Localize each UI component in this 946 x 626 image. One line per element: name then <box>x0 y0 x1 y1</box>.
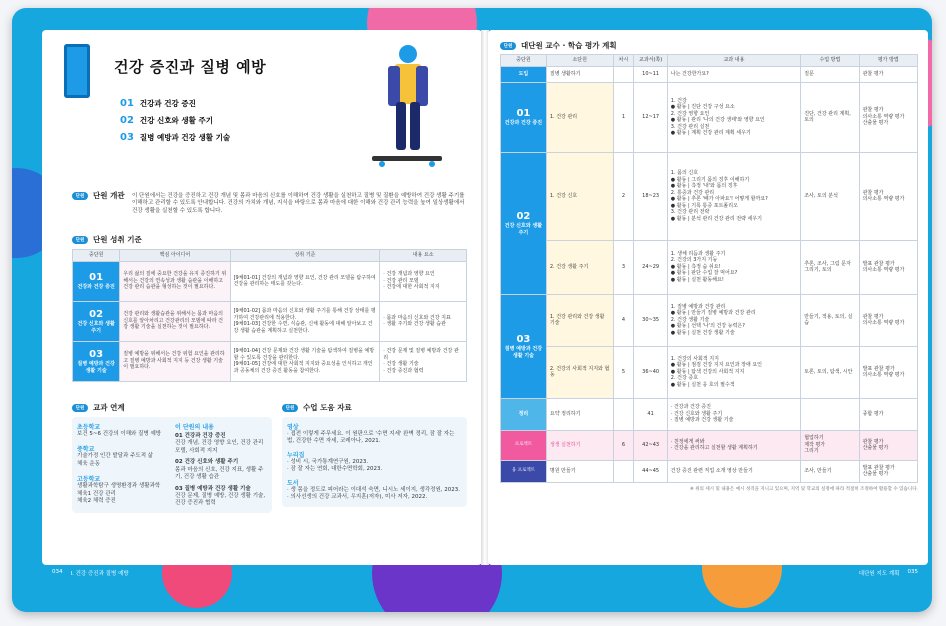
col-header: 교과서(쪽) <box>634 55 667 67</box>
content-cell: 건강 증진 관련 직업 소개 영상 만들기 <box>667 460 800 482</box>
period-cell: 3 <box>613 240 634 294</box>
col-header: 중단원 <box>73 250 120 262</box>
table-row <box>501 66 918 82</box>
overview-text: 이 단원에서는 건강을 증진하고 건강 개념 및 몸과 마음의 신호를 이해하여 건강 생활을 실천하고 질병 및 질환을 예방하여 건강 생활 주기를 이해하고 관리할 수 있도록 안내합니다. 건강의 가치와 개념, 지식을 바탕으로 몸과 마음에 대한 이해와 건강 관리 능력을 높여 일상생활에서 건강 생활을 실천할 수 있도록 합니다. <box>132 193 465 214</box>
table-row <box>501 82 918 152</box>
idea-cell: 질병 예방을 위해서는 건강 위험 요인을 관리하고 질병 예방과 사회적 지지 등 건강 생활 기술이 필요하다. <box>120 341 230 381</box>
pages-cell: 30~35 <box>634 294 667 346</box>
unit-item-head: 01 건강과 건강 증진 <box>175 433 226 439</box>
unit-cell: 01 건강과 건강 증진 <box>501 82 547 152</box>
standards-pill: 단원 <box>72 236 88 244</box>
plan-title: 대단원 교수 · 학습 평가 계획 <box>521 41 617 50</box>
left-footer <box>52 569 129 577</box>
idea-cell: 건강 관리와 생활습관을 위해서는 몸과 마음의 신호를 알아차리고 건강관리의 모델에 따라 건강 생활 기술을 실천하는 것이 필요하다. <box>120 301 230 341</box>
standard-cell: [9체01-04] 건강 문제와 건강 생활 기술을 탐색하여 질병을 예방할 수 있도록 건강을 관리한다. [9체01-05] 건강에 대한 사회적 지지와 중요성을 인식하고 개인과 공동체의 건강 증진 활동을 참여한다. <box>230 341 380 381</box>
pages-cell: 24~29 <box>634 240 667 294</box>
pages-cell: 36~40 <box>634 346 667 398</box>
table-row <box>501 346 918 398</box>
content-cell: 1. 건강의 사회적 지지 ● 활동 | 점검 건강 지지 요인과 장애 요인 ● 활동 | 탐색 건강의 사회적 지지 2. 건강 증호 ● 활동 | 실천 응 호의 필수적 <box>667 346 800 398</box>
pages-cell: 44~45 <box>634 460 667 482</box>
eval-cell: 관찰 평가 <box>859 66 917 82</box>
resources-section <box>282 402 467 507</box>
sub-cell: 질병 생활하기 <box>546 66 613 82</box>
sub-cell: 1. 건강 신호 <box>546 152 613 240</box>
book-spread <box>12 8 932 612</box>
col-header: 평가 방법 <box>859 55 917 67</box>
sub-cell: 1. 건강 관리 <box>546 82 613 152</box>
method-cell: 진단, 건강 관리 계획, 토의 <box>801 82 859 152</box>
table-row <box>501 152 918 240</box>
standard-cell: [9체01-02] 몸과 마음의 신호와 생활 주기를 통해 건강 상태를 평가하여 건강관리에 적용한다. [9체01-03] 건강한 수면, 식습관, 신체 활동에 대해 알아보고 건강 생활 습관을 계획하고 실천한다. <box>230 301 380 341</box>
col-header: 성취 기준 <box>230 250 380 262</box>
table-row <box>501 460 918 482</box>
section-num: 03 <box>120 132 134 143</box>
unit-item-text: 몸과 마음의 신호, 건강 지표, 생활 주기, 건강 생활 습관 <box>175 466 264 481</box>
unit-item-head: 02 건강 신호와 생활 주기 <box>175 459 239 466</box>
resource-head: 도서 <box>287 479 299 487</box>
eval-cell: 관찰 평가 산출물 평가 <box>859 430 917 460</box>
unit-contents <box>175 422 267 508</box>
method-cell: 조사, 토의 분석 <box>801 152 859 240</box>
method-cell: 질문 <box>801 66 859 82</box>
overview-pill: 단원 <box>72 192 88 200</box>
resource-text: · 생 몸을 정도로 피어라는 이대석 숙면, 니시노 세이지, 생각정원, 2023. · 의사선생의 건강 교과서, 우지훈(저자), 미사 저자, 2022. <box>287 486 461 501</box>
period-cell: 1 <box>613 82 634 152</box>
section-num: 01 <box>120 98 134 109</box>
pages-cell: 12~17 <box>634 82 667 152</box>
col-header: 수업 방법 <box>801 55 859 67</box>
period-cell: 2 <box>613 152 634 240</box>
section-title: 건강 신호와 생활 주기 <box>139 116 213 125</box>
resources-pill: 단원 <box>282 404 298 412</box>
pages-cell: 41 <box>634 398 667 430</box>
method-cell: 토론, 토의, 탐색, 시안 <box>801 346 859 398</box>
resource-text: · 성비 시, 국가통계연구원, 2023. · 잠 잘 자는 연회, 대한수면학회, 2023. <box>287 458 383 473</box>
links-title: 교과 연계 <box>93 403 125 412</box>
eval-cell: 관찰 평가 의사소통 역량 평가 산출물 평가 <box>859 82 917 152</box>
unit-cell: 도입 <box>501 66 547 82</box>
sub-cell: 명원 만들기 <box>546 460 613 482</box>
eval-cell: 관찰 평가 의사소통 역량 평가 <box>859 152 917 240</box>
content-cell: 1. 건강 ● 활동 | 진단 건강 구성 요소 2. 건강 영향 요인 ● 활동 | 관리 '나의 건강 생태'와 영향 요인 3. 건강 관리 실천 ● 활동 | 계획 건강 관리 계획 세우기 <box>667 82 800 152</box>
sub-cell: 생생 실천하기 <box>546 430 613 460</box>
grade-head: 고등학교 <box>77 476 101 484</box>
resources-title: 수업 도움 자료 <box>303 403 352 412</box>
eval-cell: 관찰 평가 의사소통 역량 평가 <box>859 294 917 346</box>
content-cell: 나는 건강한가요? <box>667 66 800 82</box>
unit-item-head: 03 질병 예방과 건강 생활 기술 <box>175 485 251 492</box>
section-item <box>120 132 230 143</box>
unit-cell: 01 건강과 건강 증진 <box>73 261 120 301</box>
col-header: 소단원 <box>546 55 613 67</box>
links-pill: 단원 <box>72 404 88 412</box>
resource-head: 누리집 <box>287 451 305 459</box>
table-row <box>73 341 467 381</box>
eval-cell: 발표 관찰 평가 의사소통 역량 평가 <box>859 240 917 294</box>
content-cell: 1. 질병 예방과 건강 관리 ● 활동 | 만들기 질병 예방과 건강 관리 2. 건강 생활 기술 ● 활동 | 선택 '나'의 건강 능력은? ● 활동 | 실천 건강 생활 기술 <box>667 294 800 346</box>
section-list <box>120 98 230 143</box>
col-header: 중단원 <box>501 55 547 67</box>
pages-cell: 42~43 <box>634 430 667 460</box>
unit-cell: 프로젝트 <box>501 430 547 460</box>
standard-cell: [9체01-01] 건강의 개념과 영향 요인, 건강 관리 모델을 탐구하여 건강을 관리하는 태도를 갖는다. <box>230 261 380 301</box>
resource-head: 영상 <box>287 424 299 431</box>
page-number: 034 <box>52 569 63 575</box>
eval-cell: 발표 관찰 평가 의사소통 역량 평가 <box>859 346 917 398</box>
section-item <box>120 115 230 126</box>
content-cell: · 건강과 건강 증진 · 건강 신호와 생활 주기 · 질병 예방과 건강 생활 기술 <box>667 398 800 430</box>
left-page <box>42 30 482 577</box>
table-row <box>73 261 467 301</box>
page-number: 035 <box>907 569 918 575</box>
unit-contents-head: 이 단원의 내용 <box>175 424 214 431</box>
sub-cell: 1. 건강 관리와 건강 생활 기술 <box>546 294 613 346</box>
pages-cell: 10~11 <box>634 66 667 82</box>
table-row <box>73 301 467 341</box>
period-cell: 6 <box>613 430 634 460</box>
method-cell: 만들기, 적용, 토의, 실습 <box>801 294 859 346</box>
unit-cell: 융 프로젝트 <box>501 460 547 482</box>
table-row <box>501 240 918 294</box>
grade-head: 중학교 <box>77 446 95 454</box>
grade-text: 기술가정 인간 발달과 주도적 삶 체육 운동 <box>77 453 154 467</box>
table-row <box>501 430 918 460</box>
sub-cell: 2. 건강의 사회적 지지와 협동 <box>546 346 613 398</box>
pages-cell: 18~23 <box>634 152 667 240</box>
grade-text: 보건 5~6 건강의 이해와 질병 예방 <box>77 431 162 437</box>
table-row <box>501 294 918 346</box>
section-item <box>120 98 230 109</box>
content-cell: 1. 생체 리듬과 생활 주기 2. 건강의 3가지 기둥 ● 활동 | 측정 숨 쉬요! ● 활동 | 판단 수업 잘 먹어요? ● 활동 | 실천 활동해요! <box>667 240 800 294</box>
table-note: ※ 위의 세시 및 내용은 예시 성격을 지니고 있으며, 지역 및 학교의 실정에 따라 적절히 조정하여 활용할 수 있습니다. <box>690 486 918 492</box>
footer-label: I. 건강 증진과 질병 예방 <box>70 571 129 577</box>
grade-head: 초등학교 <box>77 424 101 431</box>
elements-cell: · 건강 개념과 영향 요인 · 건강 관리 모델 · 건강에 대한 사회적 지지 <box>380 261 467 301</box>
right-footer <box>859 569 918 577</box>
table-row <box>501 398 918 430</box>
col-header: 내용 요소 <box>380 250 467 262</box>
method-cell: 조사, 만들기 <box>801 460 859 482</box>
plan-table <box>500 54 918 483</box>
period-cell: 5 <box>613 346 634 398</box>
standards-table <box>72 249 467 382</box>
col-header: 핵심 아이디어 <box>120 250 230 262</box>
idea-cell: 우리 삶의 질에 중요한 건강을 유지 증진하기 위해서는 건강의 연속성과 생활 습관을 이해하고 건강 관리 습관을 형성하는 것이 필요하다. <box>120 261 230 301</box>
elements-cell: · 건강 문제 및 질병 예방과 건강 관리 · 건강 생활 기술 · 건강 증진과 협력 <box>380 341 467 381</box>
method-cell: 추론, 조사, 그림 문자 그리기, 토의 <box>801 240 859 294</box>
method-cell: 협업하기 제작 평가 그리기 <box>801 430 859 460</box>
unit-cell: 03 질병 예방과 건강 생활 기술 <box>73 341 120 381</box>
col-header: 교과 내용 <box>667 55 800 67</box>
chapter-title: 건강 증진과 질병 예방 <box>114 58 267 76</box>
content-cell: · 친정에게 써봐 · 건강을 관리하고 실천할 생활 계획하기 <box>667 430 800 460</box>
footer-label: 대단원 지도 계획 <box>858 571 900 577</box>
overview-section <box>72 190 467 215</box>
unit-cell: 정리 <box>501 398 547 430</box>
standards-title: 단원 성취 기준 <box>93 235 142 244</box>
section-title: 질병 예방과 건강 생활 기술 <box>139 133 231 142</box>
period-cell: 4 <box>613 294 634 346</box>
links-grades <box>77 422 169 508</box>
unit-cell: 03 질병 예방과 건강 생활 기술 <box>501 294 547 398</box>
skateboarder-illustration <box>342 38 462 178</box>
right-page <box>488 30 928 577</box>
links-section <box>72 402 272 513</box>
section-title: 건강과 건강 증진 <box>139 99 196 108</box>
sub-cell: 2. 건강 생활 주기 <box>546 240 613 294</box>
unit-item-text: 건강 문제, 질병 예방, 건강 생활 기술, 건강 증진과 협력 <box>175 492 266 507</box>
plan-pill: 단원 <box>500 42 516 50</box>
overview-title: 단원 개관 <box>93 191 125 200</box>
elements-cell: · 몸과 마음의 신호와 건강 지표 · 생활 주기와 건강 생활 습관 <box>380 301 467 341</box>
unit-cell: 02 건강 신호와 생활 주기 <box>501 152 547 294</box>
col-header: 차시 <box>613 55 634 67</box>
standards-section <box>72 234 467 382</box>
unit-cell: 02 건강 신호와 생활 주기 <box>73 301 120 341</box>
grade-text: 생활과학탐구 생명환경과 생활과학 체육1 건강 관리 체육2 체력 증진 <box>77 483 161 505</box>
content-cell: 1. 몸의 신호 ● 활동 | 그리기 몸의 징후 이해하기 ● 활동 | 측정 '내'와 몸의 징후 2. 통증과 건강 관리 ● 활동 | 추론 '배가 아파요'! 어떻게 할까요? ● 활동 | 기록 통증 포트폴리오 3. 건강 관리 전략 ● 활동 | 분석 관리 건강 관리 전략 세우기 <box>667 152 800 240</box>
section-num: 02 <box>120 115 134 126</box>
chapter-mark: I <box>64 44 90 98</box>
unit-item-text: 건강 개념, 건강 영향 요인, 건강 관리 모델, 사회적 지지 <box>175 440 264 454</box>
eval-cell: 종합 평가 <box>859 398 917 430</box>
eval-cell: 발표 관찰 평가 산출물 평가 <box>859 460 917 482</box>
resource-text: · 접전 이렇게 주무세요. 이 원판으로 '수면 지세' 완벽 정리, 잠 잘 자는 법, 건강한 수면 자세, 코레아나, 2021. <box>287 431 455 445</box>
sub-cell: 요약 정리하기 <box>546 398 613 430</box>
